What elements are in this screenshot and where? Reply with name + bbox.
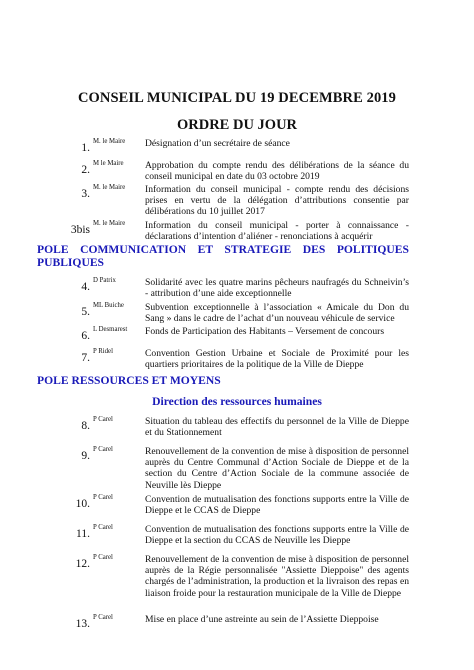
item-number: 13. (75, 618, 90, 630)
item-rapporteur: P Carel (93, 554, 113, 561)
section-heading-communication: POLE COMMUNICATION ET STRATEGIE DES POLITIQUES PUBLIQUES (37, 243, 409, 269)
item-number: 9. (81, 450, 90, 462)
item-text: Solidarité avec les quatre marins pêcheurs naufragés du Schneivin’s - attribution d’une aide exceptionnelle (145, 277, 409, 300)
item-text: Situation du tableau des effectifs du personnel de la Ville de Dieppe et du Stationnement (145, 416, 409, 439)
item-text: Approbation du compte rendu des délibérations de la séance du conseil municipal en date du 03 octobre 2019 (145, 160, 409, 183)
item-number: 12. (75, 558, 90, 570)
item-number: 2. (81, 164, 90, 176)
item-rapporteur: P Carel (93, 614, 113, 621)
item-number: 1. (81, 142, 90, 154)
item-rapporteur: M. le Maire (93, 184, 126, 191)
item-text: Convention de mutualisation des fonctions supports entre la Ville de Dieppe et le CCAS de Dieppe (145, 494, 409, 517)
item-rapporteur: P Ridel (93, 348, 113, 355)
item-rapporteur: M le Maire (93, 160, 124, 167)
item-text: Information du conseil municipal - compte rendu des décisions prises en vertu de la délégation d’attributions consentie par délibérations du 10 juillet 2017 (145, 184, 409, 218)
item-text: Mise en place d’une astreinte au sein de l’Assiette Dieppoise (145, 614, 379, 625)
page-subtitle: ORDRE DU JOUR (176, 117, 298, 133)
item-text: Renouvellement de la convention de mise à disposition de personnel auprès du Centre Communal d’Action Sociale de Dieppe et de la section du Centre d’Action Sociale de la commune associée de Neuville lès Dieppe (145, 446, 409, 491)
item-number: 4. (81, 281, 90, 293)
item-rapporteur: P Carel (93, 416, 113, 423)
item-number: 5. (81, 306, 90, 318)
item-number: 3. (81, 188, 90, 200)
subsection-heading-rh: Direction des ressources humaines (152, 395, 322, 408)
item-text: Subvention exceptionnelle à l’association « Amicale du Don du Sang » dans le cadre de l’achat d’un nouveau véhicule de service (145, 302, 409, 325)
item-text: Renouvellement de la convention de mise à disposition de personnel auprès de la Régie personnalisée "Assiette Dieppoise" des agents chargés de l’administration, la production et la livraison des repas en liaison froide pour la restauration municipale de la Ville de Dieppe (145, 554, 409, 599)
item-number: 6. (81, 330, 90, 342)
item-rapporteur: P Carel (93, 446, 113, 453)
item-rapporteur: M. le Maire (93, 138, 126, 145)
item-text: Information du conseil municipal - porter à connaissance - déclarations d’intention d’aliéner - renonciations à acquérir (145, 220, 409, 243)
item-text: Désignation d’un secrétaire de séance (145, 138, 290, 149)
item-text: Convention de mutualisation des fonctions supports entre la Ville de Dieppe et la section du CCAS de Neuville les Dieppe (145, 524, 409, 547)
page-title: CONSEIL MUNICIPAL DU 19 DECEMBRE 2019 (77, 90, 397, 106)
item-number: 3bis (70, 224, 90, 236)
item-number: 11. (76, 528, 90, 540)
item-rapporteur: P Carel (93, 494, 113, 501)
item-rapporteur: P Carel (93, 524, 113, 531)
item-number: 8. (81, 420, 90, 432)
section-heading-ressources: POLE RESSOURCES ET MOYENS (37, 374, 221, 387)
item-number: 10. (75, 498, 90, 510)
item-rapporteur: L Desmarest (93, 326, 128, 333)
item-text: Fonds de Participation des Habitants – Versement de concours (145, 326, 385, 337)
item-text: Convention Gestion Urbaine et Sociale de Proximité pour les quartiers prioritaires de la politique de la Ville de Dieppe (145, 348, 409, 371)
item-number: 7. (81, 352, 90, 364)
item-rapporteur: D Patrix (93, 277, 116, 284)
item-rapporteur: ML Buiche (93, 302, 124, 309)
item-rapporteur: M. le Maire (93, 220, 126, 227)
